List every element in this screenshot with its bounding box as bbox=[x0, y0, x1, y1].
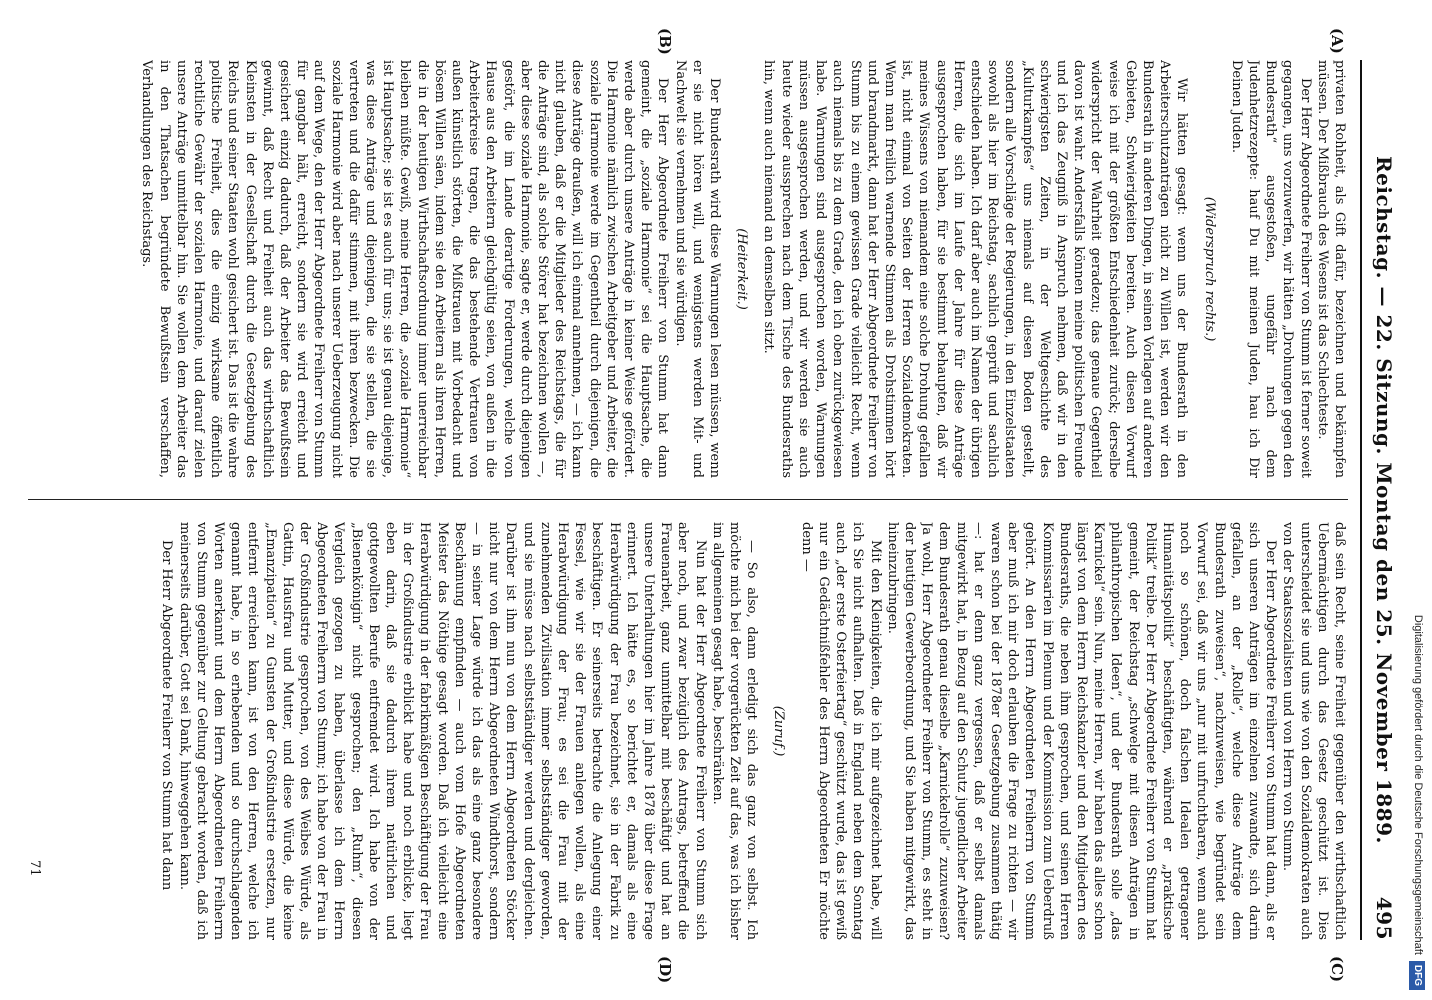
interjection: (Widerspruch rechts.) bbox=[1201, 196, 1217, 342]
interjection: (Zuruf.) bbox=[771, 705, 787, 757]
paragraph: Wir hätten gesagt: wenn uns der Bundesrath in den Arbeiterschutzanträgen nicht zu Willen ist, werden wir den Bundesrath in anderen Dingen, in seinen Vorlagen auf anderen Gebieten, Schwierigkeiten bereiten. Auch diesen Vorwurf weise ich mit der größten Entschiedenheit zurück; derselbe widerspricht der Wahrheit geradezu; das genaue Gegentheil davon ist wahr. Andersfalls können meine politischen Freunde und ich das Zeugniß in Anspruch nehmen, daß wir in den schwierigsten Zeiten, in der Weltgeschichte des „Kulturkampfes“ uns niemals auf diesen Boden gestellt, sondern alle Vorschläge der Regierungen, in den Einzelstaaten sowohl als hier im Reichstag, sachlich geprüft und sachlich entschieden haben. Ich darf aber auch im Namen der übrigen Herren, die sich im Laufe der Jahre für diese Anträge ausgesprochen haben, für sie bestimmt behaupten, daß wir meines Wissens von niemandem eine solche Drohung gefallen ist, nicht einmal von Seiten der Herren Sozialdemokraten. Wenn man freilich warnende Stimmen als Drohstimmen hört und brandmarkt, dann hat der Herr Abgeordnete Freiherr von Stumm bis zu einem gewissen Grade vielleicht Recht, wenn auch niemals bis zu dem Grade, den ich oben zurückgewiesen habe. Warnungen sind ausgesprochen worden, Warnungen müssen ausgesprochen werden, und wir werden sie auch heute wieder aussprechen nach dem Tische des Bundesraths hin, wenn auch niemand an demselben sitzt. bbox=[761, 60, 1190, 478]
paragraph: Der Herr Abgeordnete Freiherr von Stumm hat dann, als er sich unseren Anträgen im einzelnen zuwandte, sich darin gefallen, an der „Rolle“, welche diese Anträge dem Bundesrath zuweisen“, nachzuweisen, wie begründet sein Vorwurf sei, daß wir uns „nur mit unfruchtbaren, wenn auch noch so schönen, doch falschen Idealen getragener Humanitätspolitik“ beschäftigten, während er „praktische Politik“ treibe. Der Herr Abgeordnete Freiherr von Stumm hat gemeint, der Reichstag „schwelge mit diesen Anträgen in philanthropischen Ideen“, und der Bundesrath solle „das Karnickel“ sein. Nun, meine Herren, wir haben das alles schon längst von dem Herrn Reichskanzler und den Mitgliedern des Bundesraths, die neben ihm gesprochen, und seinen Herren Kommissarien im Plenum und der Kommission zum Ueberdruß gehört. An den Herrn Abgeordneten Freiherrn von Stumm aber muß ich mir doch erlauben die Frage zu richten — wir waren schon bei der 1878er Gesetzgebung zusammen thätig —: hat er denn ganz vergessen, daß er selbst damals mitgewirkt hat, in Bezug auf den Schutz jugendlicher Arbeiter dem Bundesrath genau dieselbe „Karnickelrolle“ zuzuweisen? Ja wohl, Herr Abgeordneter Freiherr von Stumm, es steht in der heutigen Gewerbeordnung, und Sie haben mitgewirkt, das hineinzubringen. bbox=[884, 522, 1279, 940]
paragraph: Der Bundesrath wird diese Warnungen lesen müssen, wenn er sie nicht hören will, und wenigstens werden Mit- und Nachwelt sie vernehmen und sie würdigen. bbox=[672, 60, 723, 478]
page-number: 495 bbox=[1372, 896, 1396, 940]
paragraph: Mit den Kleinigkeiten, die ich mir aufgezeichnet habe, will ich Sie nicht aufhalten. Daß in England neben dem Sonntag auch „der erste Osterfeiertag“ geschützt wurde, das ist gewiß nur ein Gedächtnißfehler des Herrn Abgeordneten Er möchte denn — bbox=[798, 522, 883, 940]
signature-mark: 71 bbox=[27, 860, 42, 877]
paragraph: Der Herr Abgeordnete Freiherr von Stumm hat dann bbox=[159, 540, 175, 891]
paragraph: Der Herr Abgeordnete Freiherr von Stumm ist ferner soweit gegangen, uns vorzuwerfen, wir hätten „Drohungen gegen den Bundesrath“ ausgestoßen, ungefähr nach dem Judenhetzrezepte: hauf Du mit meinen Juden, hau ich Dir Deinen Juden. bbox=[1228, 60, 1313, 478]
paragraph: Der Herr Abgeordnete Freiherr von Stumm hat dann gemeint, die „soziale Harmonie“ sei die Hauptsache, die werde aber durch unsere Anträge in keiner Weise gefördert. Die Harmonie nämlich zwischen Arbeitgeber und Arbeiter, die soziale Harmonie werde im Gegentheil durch diejenigen, die diese Anträge draußen, will ich einmal annehmen, — ich kann nicht glauben, daß er die Mitglieder des Reichstags, die für die Anträge sind, als solche Störer hat bezeichnen wollen —, aber diese soziale Harmonie, sagte er, werde durch diejenigen gestört, die im Lande derartige Forderungen, welche von Hause aus den Arbeitern gleichgültig seien, von außen in die Arbeiterkreise tragen, die das bestehende Vertrauen von außen künstlich störten, die Mißtrauen mit Vorbedacht und bösem Willen säen, indem sie den Arbeitern als ihren Herren, die in der heutigen Wirthschaftsordnung immer unerreichbar bleiben müßte. Gewiß, meine Herren, die „soziale Harmonie“ ist Hauptsache; sie ist es auch für uns; sie ist genau diejenige, was diese Anträge und diejenigen, die sie stellen, die sie vertreten und die dafür stimmen, mit ihren bezwecken. Die soziale Harmonie wird aber nach unserer Ueberzeugung nicht auf dem Wege, den der Herr Abgeordnete Freiherr von Stumm für gangbar hält, erreicht, sondern sie wird erreicht und gesichert einzig dadurch, daß der Arbeiter das Bewußtsein gewinnt, daß Recht und Freiheit auch das wirthschaftlich Kleinsten in der Gesellschaft durch die Gesetzgebung des Reichs und seiner Staaten wohl gesichert ist. Das ist die wahre politische Freiheit, dies die einzig wirksame öffentlich rechtliche Gewähr der sozialen Harmonie, und darauf zielen unsere Anträge unmittelbar hin. Sie wollen dem Arbeiter das in den Thatsachen begründete Bewußtsein verschaffen, Verhandlungen des Reichstags. bbox=[139, 60, 671, 478]
paragraph: privaten Rohheit, als Gift dafür, bezeichnen und bekämpfen müssen. Der Mißbrauch des Wesens ist das Schlechteste. bbox=[1314, 60, 1347, 478]
page-title: Reichstag. — 22. Sitzung. Montag den 25. November 1889. bbox=[1372, 156, 1396, 844]
paragraph: — So also, dann erledigt sich das ganz von selbst. Ich möchte mich bei der vorgerückten Zeit auf das, was ich bisher im allgemeinen gesagt habe, beschränken. bbox=[709, 522, 760, 940]
margin-letter-a: (A) bbox=[1328, 28, 1346, 54]
page-header bbox=[1360, 60, 1402, 940]
margin-letter-d: (D) bbox=[656, 956, 674, 984]
right-column bbox=[8, 522, 1348, 940]
interjection: (Heiterkeit.) bbox=[734, 228, 750, 310]
dfg-logo: DFG bbox=[1409, 961, 1425, 990]
left-column bbox=[8, 60, 1348, 478]
dfg-watermark bbox=[1408, 10, 1428, 990]
paragraph: daß sein Recht, seine Freiheit gegenüber den wirthschaftlich Uebermächtigen durch das Gesetz geschützt ist. Dies unterscheidet sie und uns wie von den Sozialdemokraten auch von der Staatssozialisten und von Herrn von Stumm. bbox=[1280, 522, 1347, 940]
margin-letter-b: (B) bbox=[656, 28, 674, 55]
column-divider bbox=[28, 499, 1348, 500]
paragraph: Nun hat der Herr Abgeordnete Freiherr von Stumm sich aber noch, und zwar bezüglich des Antrags, betreffend die Frauenarbeit, ganz unmittelbar mit beschäftigt und hat an unsere Unterhaltungen hier im Jahre 1878 über diese Frage erinnert. Ich hätte es, so berichtet er, damals als eine Herabwürdigung der Frau bezeichnet, sie in der Fabrik zu beschäftigen. Er seinerseits betrachte die Anlegung einer Fessel, wie wir sie der Frauen anlegen wollen, als eine Herabwürdigung der Frau; es sei die Frau mit der zunehmenden Zivilisation immer selbstständiger geworden, und sie müsse nach selbstständiger werden und dergleichen. Darüber ist ihm nun von dem Herrn Abgeordneten Stöcker nicht nur von dem Herrn Abgeordneten Windthorst, sondern — in seiner Lage würde ich das als eine ganz besondere Beschämung empfinden — auch vom Hofe Abgeordneten Meister das Nöthige gesagt worden. Daß ich vielleicht eine Herabwürdigung in der fabrikmäßigen Beschäftigung der Frau in der Großindustrie erblickt habe und noch erblicke, liegt eben darin, daß sie dadurch ihrem natürlichen und gottgewollten Berufe entfremdet wird. Ich habe von der „Bienenkönigin“ nicht gesprochen; den „Ruhm“, diesen Vergleich gezogen zu haben, überlasse ich dem Herrn Abgeordneten Freiherrn von Stumm; ich habe von der Frau in der Großindustrie gesprochen, von des Weibes Würde, als Gattin, Hausfrau und Mutter, und diese Würde, die keine „Emanzipation“ zu Gunsten der Großindustrie ersetzen, nur entfernt erreichen kann, ist von den Herren, welche ich genannt habe, in so erhebenden und so durchschlagenden Worten anerkannt und dem Herrn Abgeordneten Freiherrn von Stumm gegenüber zur Geltung gebracht worden, daß ich meinerseits darüber, Gott sei Dank, hinweggehen kann. bbox=[176, 522, 708, 940]
watermark-text: Digitalisierung gefördert durch die Deutsche Forschungsgemeinschaft bbox=[1412, 614, 1424, 955]
margin-letter-c: (C) bbox=[1328, 956, 1346, 983]
